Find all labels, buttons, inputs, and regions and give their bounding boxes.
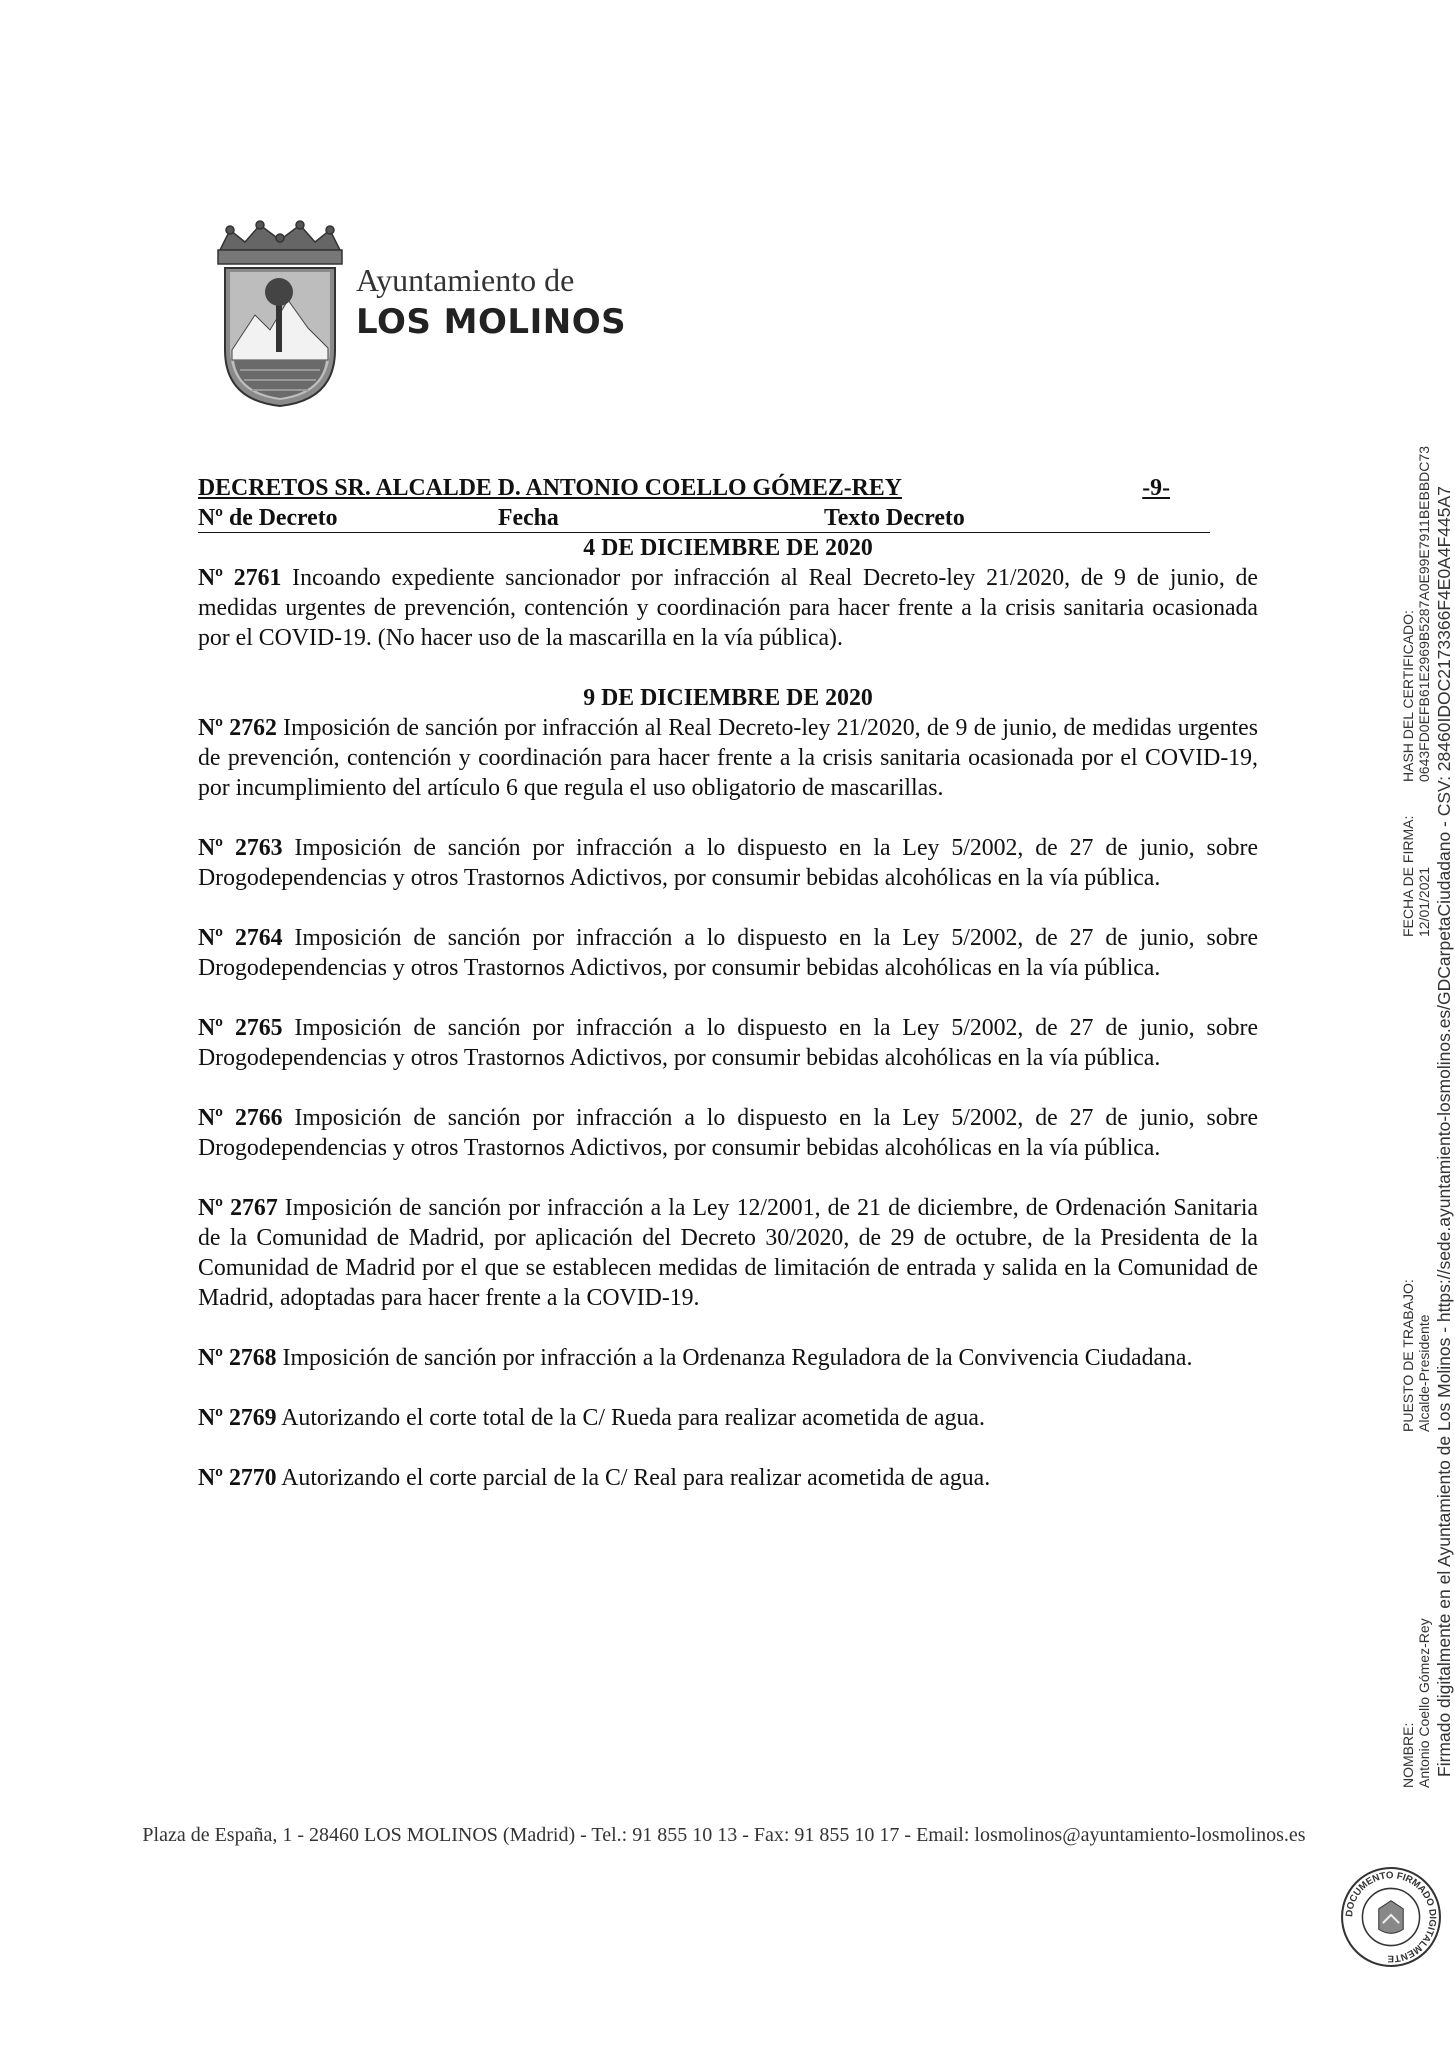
document-title: DECRETOS SR. ALCALDE D. ANTONIO COELLO GÓMEZ-REY	[198, 475, 902, 501]
org-name-line2: LOS MOLINOS	[356, 302, 627, 342]
decree-number: Nº 2762	[198, 715, 277, 741]
decree-number: Nº 2769	[198, 1405, 277, 1431]
document-title-line	[198, 473, 1210, 503]
decree-number: Nº 2768	[198, 1345, 277, 1371]
signer-position-label: PUESTO DE TRABAJO:	[1400, 1279, 1416, 1432]
decree-text: Imposición de sanción por infracción a lo dispuesto en la Ley 5/2002, de 27 de junio, sobre Drogodependencias y otros Trastornos Adictivos, por consumir bebidas alcohólicas en la vía pública.	[198, 925, 1259, 981]
decree-entry	[198, 1343, 1258, 1373]
decree-entry	[198, 1103, 1258, 1163]
decree-text: Imposición de sanción por infracción al Real Decreto-ley 21/2020, de 9 de junio, de medidas urgentes de prevención, contención y coordinación para hacer frente a la crisis sanitaria ocasionada por el COVID-19, por incumplimiento del artículo 6 que regula el uso obligatorio de mascarillas.	[198, 715, 1258, 801]
footer-address: Plaza de España, 1 - 28460 LOS MOLINOS (Madrid) - Tel.: 91 855 10 13 - Fax: 91 855 10 17 - Email: losmolinos@ayuntamiento-losmolinos.es	[142, 1824, 1306, 1846]
decree-number: Nº 2770	[198, 1465, 277, 1491]
certificate-hash-block	[1400, 446, 1432, 782]
decree-number: Nº 2766	[198, 1105, 283, 1131]
column-header-date: Fecha	[498, 505, 559, 531]
org-name-line1: Ayuntamiento de	[356, 262, 575, 298]
decree-number: Nº 2761	[198, 565, 282, 591]
signature-date-value: 12/01/2021	[1416, 866, 1432, 937]
signer-name-value: Antonio Coello Gómez-Rey	[1416, 1618, 1432, 1788]
decree-entry	[198, 1013, 1258, 1073]
column-header-text: Texto Decreto	[824, 505, 965, 531]
certificate-hash-label: HASH DEL CERTIFICADO:	[1400, 610, 1416, 782]
decree-text: Imposición de sanción por infracción a lo dispuesto en la Ley 5/2002, de 27 de junio, sobre Drogodependencias y otros Trastornos Adictivos, por consumir bebidas alcohólicas en la vía pública.	[198, 835, 1259, 891]
signer-name-label: NOMBRE:	[1400, 1722, 1416, 1788]
decree-entry	[198, 713, 1258, 803]
seal-text: DOCUMENTO FIRMADO DIGITALMENTE	[1344, 1870, 1438, 1964]
decree-number: Nº 2764	[198, 925, 283, 951]
signature-date-block	[1400, 816, 1432, 937]
document-body	[198, 473, 1258, 1493]
decree-text: Imposición de sanción por infracción a lo dispuesto en la Ley 5/2002, de 27 de junio, sobre Drogodependencias y otros Trastornos Adictivos, por consumir bebidas alcohólicas en la vía pública.	[198, 1105, 1259, 1161]
signature-date-label: FECHA DE FIRMA:	[1400, 815, 1416, 937]
decree-entry	[198, 1193, 1258, 1313]
column-headers	[198, 503, 1210, 533]
signer-position-block	[1400, 1279, 1432, 1432]
decree-text: Autorizando el corte parcial de la C/ Real para realizar acometida de agua.	[276, 1465, 991, 1491]
decree-text: Autorizando el corte total de la C/ Rueda para realizar acometida de agua.	[276, 1405, 985, 1431]
decree-text: Imposición de sanción por infracción a la Ordenanza Reguladora de la Convivencia Ciudadana.	[276, 1345, 1193, 1371]
decree-entry	[198, 1403, 1258, 1433]
decree-text: Imposición de sanción por infracción a la Ley 12/2001, de 21 de diciembre, de Ordenación Sanitaria de la Comunidad de Madrid, por aplicación del Decreto 30/2020, de 29 de octubre, de la Presidenta de la Comunidad de Madrid por el que se establecen medidas de limitación de entrada y salida en la Comunidad de Madrid, adoptadas para hacer frente a la COVID-19.	[198, 1195, 1258, 1311]
decree-number: Nº 2763	[198, 835, 283, 861]
decree-text: Incoando expediente sancionador por infracción al Real Decreto-ley 21/2020, de 9 de junio, de medidas urgentes de prevención, contención y coordinación para hacer frente a la crisis sanitaria ocasionada por el COVID-19. (No hacer uso de la mascarilla en la vía pública).	[198, 565, 1258, 651]
decree-entry	[198, 1463, 1258, 1493]
decree-entry	[198, 833, 1258, 893]
column-header-number: Nº de Decreto	[198, 505, 338, 531]
signer-name-block	[1400, 1618, 1432, 1788]
page-number: -9-	[1142, 475, 1170, 501]
decree-entry	[198, 923, 1258, 983]
decree-number: Nº 2765	[198, 1015, 283, 1041]
certificate-hash-value: 0643FD0EFB61E2969B5287A0E99E7911BEBBDC73	[1416, 446, 1432, 782]
verification-link-text: Firmado digitalmente en el Ayuntamiento de Los Molinos - https://sede.ayuntamiento-losmolinos.es/GDCarpetaCiudadano - CSV: 28460IDOC2173366F4E0A4F445A7	[1434, 486, 1454, 1777]
decree-number: Nº 2767	[198, 1195, 278, 1221]
coat-of-arms-logo	[210, 220, 350, 410]
decree-entry	[198, 563, 1258, 653]
signer-position-value: Alcalde-Presidente	[1416, 1314, 1432, 1432]
section-date: 9 DE DICIEMBRE DE 2020	[583, 685, 873, 711]
decree-text: Imposición de sanción por infracción a lo dispuesto en la Ley 5/2002, de 27 de junio, sobre Drogodependencias y otros Trastornos Adictivos, por consumir bebidas alcohólicas en la vía pública.	[198, 1015, 1259, 1071]
section-date: 4 DE DICIEMBRE DE 2020	[583, 535, 873, 561]
digital-signature-seal-icon	[1340, 1866, 1442, 1968]
